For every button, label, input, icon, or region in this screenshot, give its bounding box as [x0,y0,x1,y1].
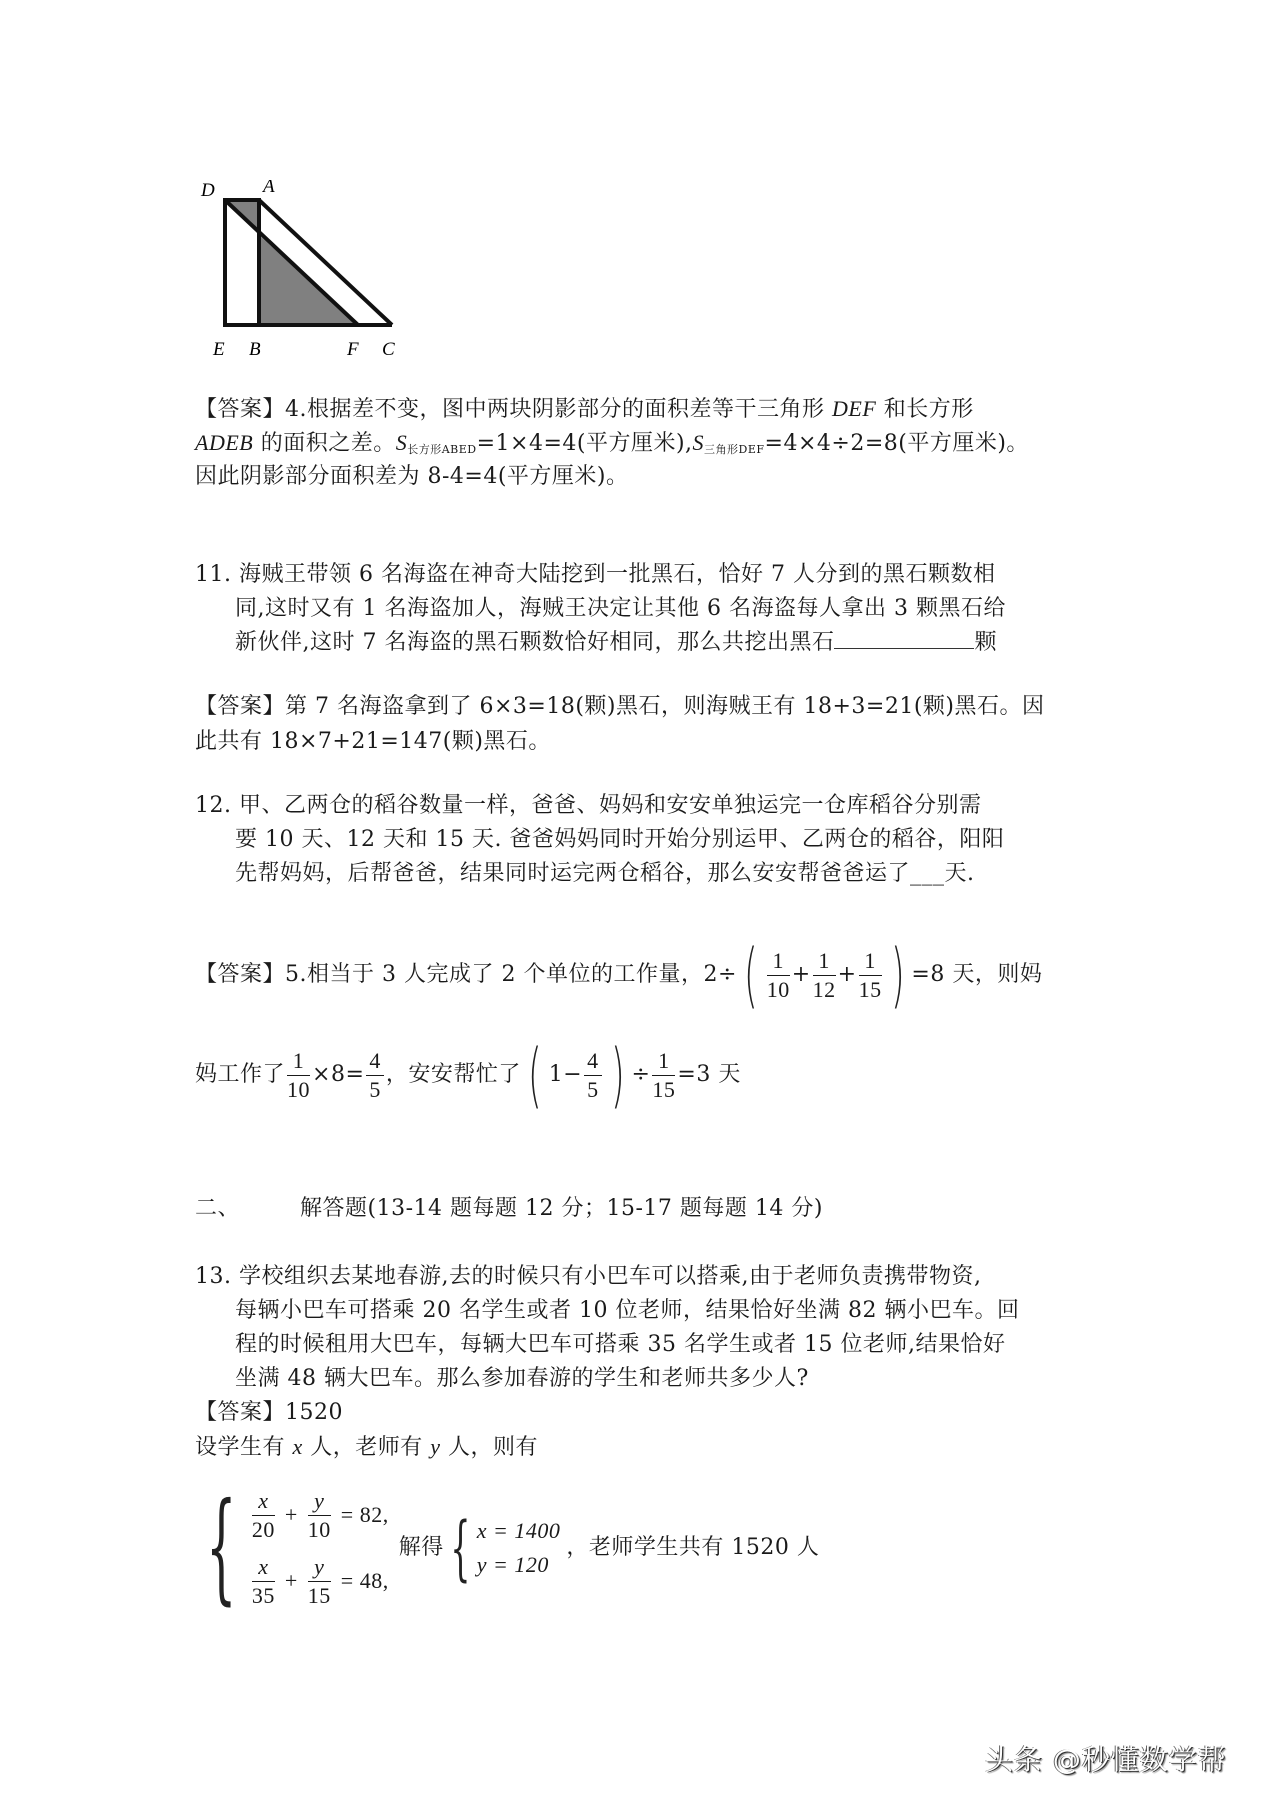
fraction: $\frac{1}{12}$ [812,947,836,1002]
left-paren: ( [743,934,758,1016]
q13-line2: 每辆小巴车可搭乘 20 名学生或者 10 位老师，结果恰好坐满 82 辆小巴车。回 [235,1298,1020,1323]
right-paren: ) [610,1034,625,1116]
solution-x: x = 1400 [476,1518,561,1543]
fraction: $\frac{4}{5}$ [584,1047,602,1104]
answer11-line2: 此共有 18×7+21=147(颗)黑石。 [195,729,551,754]
answer13-line2: 设学生有 x 人，老师有 y 人，则有 [195,1434,539,1460]
watermark: 头条 @秒懂数学帮 [985,1743,1227,1776]
solution-y: y = 120 [476,1552,549,1577]
equation-system: { $\frac{x}{20}$ + $\frac{y}{10}$ = 82, $\frac{x}{35}$ + $\frac{y}{15}$ = 48, 解得 { x = 1400 y = 120 ，老师学生共有 1520 人 [206,1478,820,1617]
fraction: $\frac{4}{5}$ [366,1047,384,1104]
section-heading: 二、 解答题(13-14 题每题 12 分；15-17 题每题 14 分) [195,1196,823,1221]
left-paren: ( [527,1034,542,1116]
fraction: $\frac{1}{15}$ [652,1047,676,1102]
q13-line1: 13. 学校组织去某地春游,去的时候只有小巴车可以搭乘,由于老师负责携带物资, [195,1264,982,1289]
answer13-line1: 【答案】1520 [195,1400,343,1425]
answer-blank[interactable] [834,630,974,649]
fraction: $\frac{1}{15}$ [858,947,882,1002]
answer-blank[interactable]: ___ [910,861,945,886]
left-brace: { [450,1507,471,1589]
answer4-line3: 因此阴影部分面积差为 8-4=4(平方厘米)。 [195,464,629,489]
label-b: B [249,339,261,360]
equation-1: $\frac{x}{20}$ + $\frac{y}{10}$ = 82, [251,1487,389,1542]
q12-line3: 先帮妈妈，后帮爸爸，结果同时运完两仓稻谷，那么安安帮爸爸运了___天. [235,861,975,886]
label-f: F [347,339,359,360]
q13-line4: 坐满 48 辆大巴车。那么参加春游的学生和老师共多少人? [235,1366,809,1391]
label-d: D [201,180,215,201]
right-paren: ) [890,934,905,1016]
label-a: A [263,180,275,197]
q11-line3: 新伙伴,这时 7 名海盗的黑石颗数恰好相同，那么共挖出黑石 颗 [235,630,997,655]
answer4-line1: 【答案】4.根据差不变，图中两块阴影部分的面积差等干三角形 DEF 和长方形 [195,396,974,422]
q13-line3: 程的时候租用大巴车，每辆大巴车可搭乘 35 名学生或者 15 位老师,结果恰好 [235,1332,1006,1357]
left-brace: { [206,1478,237,1617]
label-e: E [213,339,225,360]
answer12-line2: 妈工作了 $\frac{1}{10}$ ×8= $\frac{4}{5}$ ，安安帮忙了 ( 1− $\frac{4}{5}$ ) ÷ $\frac{1}{15}$ =3 天 [195,1034,741,1116]
answer12-line1: 【答案】5.相当于 3 人完成了 2 个单位的工作量， 2÷ ( $\frac{1}{10}$ + $\frac{1}{12}$ + $\frac{1}{15}$ ) =8 天，则妈 [195,934,1043,1016]
answer11-line1: 【答案】第 7 名海盗拿到了 6×3=18(颗)黑石，则海贼王有 18+3=21(颗)黑石。因 [195,694,1045,719]
q11-line2: 同,这时又有 1 名海盗加人，海贼王决定让其他 6 名海盗每人拿出 3 颗黑石给 [235,596,1006,621]
fraction: $\frac{1}{10}$ [766,947,790,1002]
q12-line2: 要 10 天、12 天和 15 天. 爸爸妈妈同时开始分别运甲、乙两仓的稻谷，阳阳 [235,827,1005,852]
q12-line1: 12. 甲、乙两仓的稻谷数量一样，爸爸、妈妈和安安单独运完一仓库稻谷分别需 [195,793,982,818]
q11-line1: 11. 海贼王带领 6 名海盗在神奇大陆挖到一批黑石，恰好 7 人分到的黑石颗数相 [195,562,996,587]
equation-2: $\frac{x}{35}$ + $\frac{y}{15}$ = 48, [251,1553,389,1608]
fraction: $\frac{1}{10}$ [287,1047,311,1102]
geometry-figure [195,180,415,360]
answer4-line2: ADEB 的面积之差。$S_{长方形ABED}=1\times 4=4$(平方厘米)$,S_{三角形DEF}=4\times 4\div 2=8$(平方厘米)。 [195,430,1029,456]
label-c: C [382,339,395,360]
